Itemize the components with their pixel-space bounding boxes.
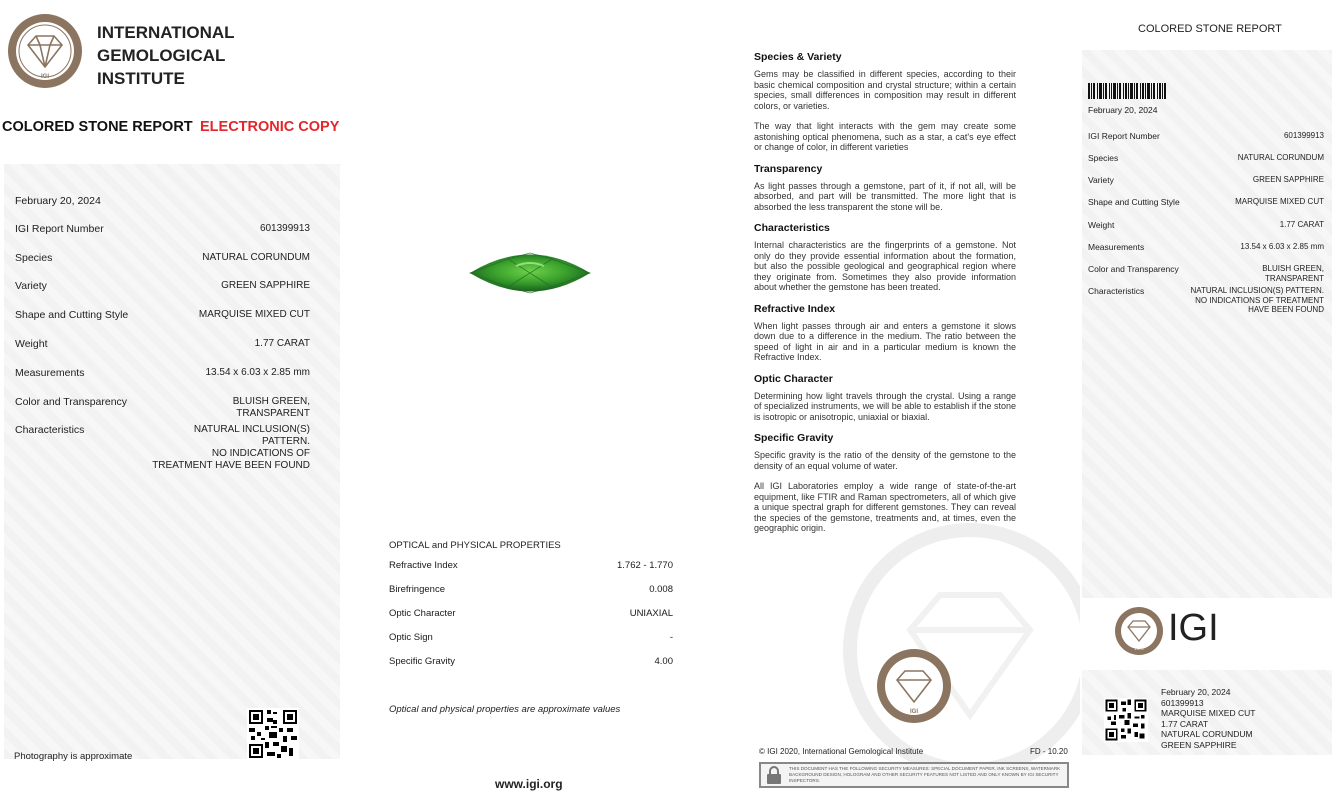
info-paragraph: Internal characteristics are the fingerprints of a gemstone. Not only do they provide essential information about the formation, but also the possible geological and geographical region where they originate from. Sometimes they also provide information about whether the gemstone has been treated. xyxy=(754,240,1016,292)
photo-note: Photography is approximate xyxy=(14,751,133,762)
info-section-title: Specific Gravity xyxy=(754,432,834,444)
properties-table xyxy=(389,0,673,700)
electronic-copy-label: ELECTRONIC COPY xyxy=(200,119,340,135)
property-label: Optic Sign xyxy=(389,632,433,643)
right-row xyxy=(1088,220,1324,230)
row-value: 1.77 CARAT xyxy=(254,338,310,349)
property-value: 0.008 xyxy=(649,584,673,595)
right-row-value: 1.77 CARAT xyxy=(1279,220,1324,229)
summary-line: MARQUISE MIXED CUT xyxy=(1161,708,1256,718)
lock-icon xyxy=(763,764,785,786)
info-section xyxy=(754,303,1016,363)
right-row-value: NATURAL INCLUSION(S) PATTERN. NO INDICATIONS OF TREATMENT HAVE BEEN FOUND xyxy=(1190,286,1324,314)
security-strip xyxy=(759,762,1069,788)
row-label: Characteristics xyxy=(15,424,85,436)
summary-line: 601399913 xyxy=(1161,697,1204,708)
right-card xyxy=(1082,50,1332,755)
info-section-title: Characteristics xyxy=(754,222,830,234)
info-section xyxy=(754,51,1016,153)
right-row xyxy=(1088,131,1324,141)
report-date: February 20, 2024 xyxy=(15,195,101,207)
property-label: Specific Gravity xyxy=(389,656,455,667)
qr-code-small xyxy=(1104,698,1148,742)
report-row xyxy=(15,309,310,321)
info-section-title: Refractive Index xyxy=(754,302,836,315)
right-row xyxy=(1088,264,1324,283)
right-report-title: COLORED STONE REPORT xyxy=(1138,23,1282,35)
properties-title: OPTICAL and PHYSICAL PROPERTIES xyxy=(389,540,561,551)
right-row-value: GREEN SAPPHIRE xyxy=(1252,175,1324,184)
property-value: 1.762 - 1.770 xyxy=(617,560,673,571)
org-name xyxy=(97,21,235,90)
row-value: 601399913 xyxy=(259,223,310,234)
right-row xyxy=(1088,175,1324,185)
property-label: Birefringence xyxy=(389,584,445,595)
org-name-line3: INSTITUTE xyxy=(97,69,185,88)
info-paragraph: Gems may be classified in different species, according to their basic chemical composition and crystal structure; within a certain species, small differences in composition may result in different colors, or varieties. xyxy=(754,69,1016,111)
info-text-column xyxy=(754,51,1016,544)
right-row xyxy=(1088,153,1324,163)
summary-line: February 20, 2024 xyxy=(1161,687,1231,697)
report-title: COLORED STONE REPORT xyxy=(2,119,193,135)
report-rows xyxy=(15,164,310,564)
igi-logo-block xyxy=(1082,598,1332,670)
info-paragraph: As light passes through a gemstone, part of it, if not all, will be absorbed, and part will be transmitted. The more light that is absorbed the less transparent the stone will be. xyxy=(754,180,1016,212)
report-row xyxy=(15,338,310,350)
form-code: FD - 10.20 xyxy=(1030,747,1068,756)
security-note: THIS DOCUMENT HAS THE FOLLOWING SECURITY MEASURES: SPECIAL DOCUMENT PAPER, INK SCREENS, WATERMARK BACKGROUND DESIGN, HOLOGRAM AND OTHER SECURITY FEATURES NOT LISTED AND ONLY KNOWN BY IGI SECURITY INSPECTORS. xyxy=(789,766,1061,783)
row-value: NATURAL INCLUSION(S) PATTERN. NO INDICATIONS OF TREATMENT HAVE BEEN FOUND xyxy=(152,424,310,471)
property-row xyxy=(389,560,673,571)
summary-line: NATURAL CORUNDUM xyxy=(1161,729,1253,739)
report-row xyxy=(15,252,310,264)
row-label: Measurements xyxy=(15,367,85,379)
info-section xyxy=(754,373,1016,423)
info-section xyxy=(754,222,1016,293)
info-paragraph: When light passes through air and enters a gemstone it slows down due to a difference in the medium. The ratio between the speed of light in air and in a particular medium is known the Refractive Index. xyxy=(754,320,1016,362)
seal-year: 1975 xyxy=(1134,646,1144,651)
right-row-value: NATURAL CORUNDUM xyxy=(1237,153,1324,162)
right-row-label: Characteristics xyxy=(1088,286,1145,296)
row-label: Variety xyxy=(15,280,47,292)
website-link[interactable]: www.igi.org xyxy=(495,777,563,791)
row-value: NATURAL CORUNDUM xyxy=(202,252,310,263)
right-summary xyxy=(1161,687,1255,750)
qr-code xyxy=(247,708,299,760)
info-section xyxy=(754,432,1016,534)
property-value: UNIAXIAL xyxy=(629,608,673,619)
property-label: Optic Character xyxy=(389,608,456,619)
svg-text:IGI: IGI xyxy=(909,709,919,715)
row-value: 13.54 x 6.03 x 2.85 mm xyxy=(205,367,310,378)
row-label: Species xyxy=(15,252,53,264)
org-name-line1: INTERNATIONAL xyxy=(97,23,235,42)
org-name-line2: GEMOLOGICAL xyxy=(97,46,226,65)
igi-seal-icon xyxy=(1114,606,1164,656)
igi-logo-text: IGI xyxy=(1168,607,1219,649)
row-label: Color and Transparency xyxy=(15,396,128,408)
right-row-label: IGI Report Number xyxy=(1088,131,1160,141)
info-section-title: Species & Variety xyxy=(754,51,842,63)
property-row xyxy=(389,632,673,643)
report-row xyxy=(15,280,310,292)
right-row-label: Shape and Cutting Style xyxy=(1088,197,1180,207)
info-paragraph: Specific gravity is the ratio of the density of the gemstone to the density of an equal volume of water. xyxy=(754,450,1016,471)
report-row xyxy=(15,223,310,235)
row-value: GREEN SAPPHIRE xyxy=(221,280,310,291)
right-row xyxy=(1088,242,1324,252)
right-row-value: BLUISH GREEN, TRANSPARENT xyxy=(1262,264,1324,283)
info-paragraph: Determining how light travels through the crystal. Using a range of specialized instruments, we will be able to establish if the stone is isotropic or anisotropic, uniaxial or biaxial. xyxy=(754,390,1016,422)
info-paragraph: The way that light interacts with the gem may create some astonishing optical phenomena, such as a star, a cat's eye effect or change of color, in different varieties xyxy=(754,121,1016,152)
right-row-label: Variety xyxy=(1088,175,1114,185)
right-row-value: MARQUISE MIXED CUT xyxy=(1235,197,1324,206)
summary-line: 1.77 CARAT xyxy=(1161,718,1209,729)
row-label: IGI Report Number xyxy=(15,223,104,235)
copyright: © IGI 2020, International Gemological Institute xyxy=(759,747,924,756)
property-value: 4.00 xyxy=(654,656,673,667)
right-rows xyxy=(1088,50,1324,350)
row-label: Weight xyxy=(15,338,48,350)
properties-note: Optical and physical properties are approximate values xyxy=(389,704,621,715)
row-label: Shape and Cutting Style xyxy=(15,309,129,321)
right-row-label: Weight xyxy=(1088,220,1115,230)
igi-seal-small xyxy=(875,647,953,725)
right-row-value: 601399913 xyxy=(1283,131,1324,140)
report-row xyxy=(15,367,310,379)
property-value: - xyxy=(669,632,673,643)
info-section-title: Optic Character xyxy=(754,372,833,385)
right-row xyxy=(1088,286,1324,315)
report-row xyxy=(15,424,310,472)
right-row xyxy=(1088,197,1324,207)
property-row xyxy=(389,584,673,595)
report-row xyxy=(15,396,310,420)
right-row-label: Color and Transparency xyxy=(1088,264,1179,274)
row-value: MARQUISE MIXED CUT xyxy=(198,309,310,320)
property-label: Refractive Index xyxy=(389,560,458,571)
row-value: BLUISH GREEN, TRANSPARENT xyxy=(232,396,310,419)
right-row-label: Species xyxy=(1088,153,1119,163)
svg-text:IGI: IGI xyxy=(40,74,50,80)
property-row xyxy=(389,608,673,619)
info-section-title: Transparency xyxy=(754,162,823,175)
right-row-value: 13.54 x 6.03 x 2.85 mm xyxy=(1240,242,1324,251)
igi-seal-logo xyxy=(6,12,84,90)
right-row-label: Measurements xyxy=(1088,242,1145,252)
property-row xyxy=(389,656,673,667)
report-details-panel xyxy=(4,164,340,759)
info-paragraph: All IGI Laboratories employ a wide range of state-of-the-art equipment, like FTIR and Raman spectrometers, all of which give a unique spectral graph for different gemstones. They can reveal the species of the gemstone, treatments and, at times, even the geographic origin. xyxy=(754,481,1016,533)
summary-line: GREEN SAPPHIRE xyxy=(1161,739,1237,750)
right-report-date: February 20, 2024 xyxy=(1088,105,1158,115)
info-section xyxy=(754,163,1016,213)
